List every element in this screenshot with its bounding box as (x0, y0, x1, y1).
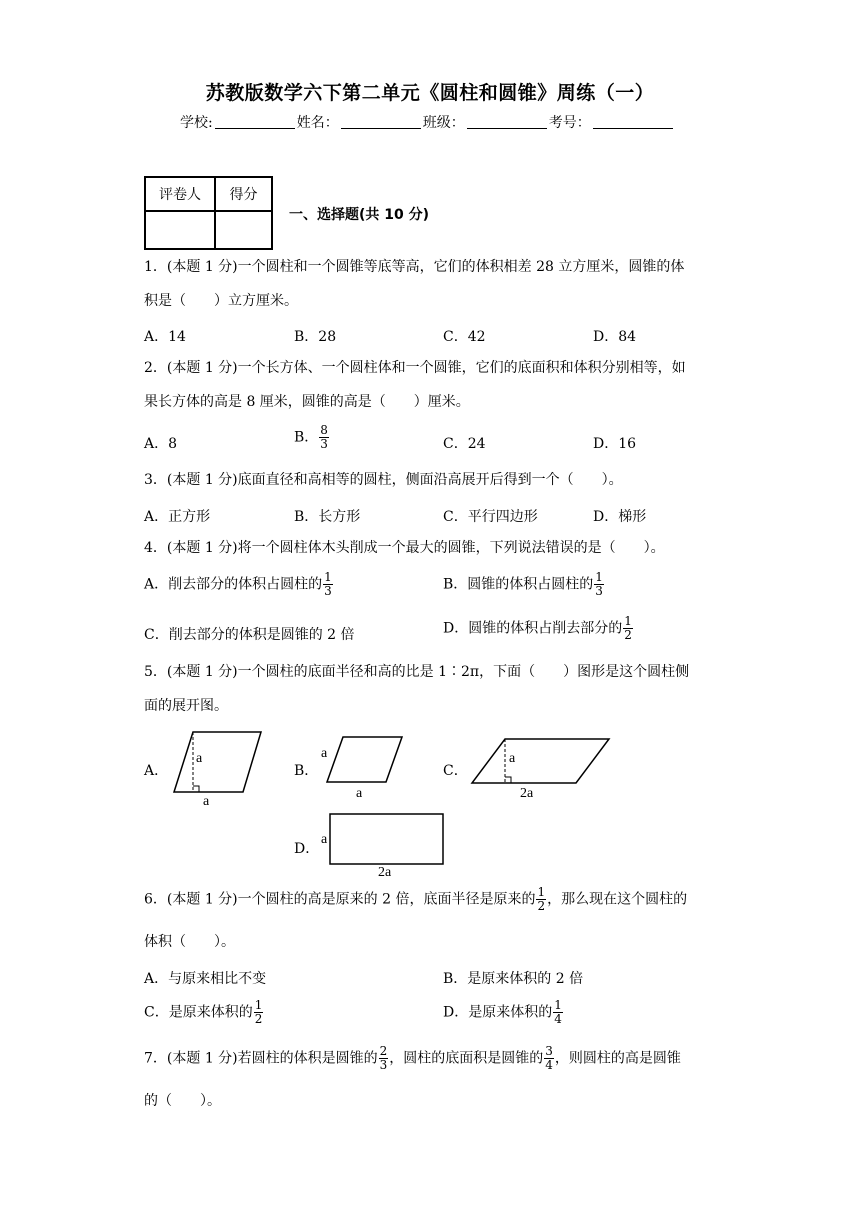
q1-stem-line1: 1．(本题 1 分)一个圆柱和一个圆锥等底等高，它们的体积相差 28 立方厘米，圆锥的体 (144, 259, 685, 275)
q3-stem: 3．(本题 1 分)底面直径和高相等的圆柱，侧面沿高展开后得到一个（ ）。 (144, 472, 623, 488)
exam-no-blank[interactable] (593, 114, 673, 129)
fraction-denominator: 3 (324, 584, 332, 598)
fraction-denominator: 2 (537, 899, 546, 913)
q3-option-d[interactable]: D．梯形 (593, 509, 647, 525)
grader-header: 评卷人 (145, 177, 215, 211)
q7-stem-line2: 的（ ）。 (144, 1093, 221, 1109)
q6-option-d-fraction (553, 999, 563, 1026)
q6-stem-pre: 6．(本题 1 分)一个圆柱的高是原来的 2 倍，底面半径是原来的 (144, 891, 536, 908)
q5-option-a[interactable]: A． (144, 763, 169, 779)
q2-option-a[interactable]: A．8 (144, 436, 178, 452)
q6-option-d-text: D．是原来体积的 (443, 1004, 553, 1021)
section-title: 一、选择题(共 10 分) (289, 207, 430, 223)
q4-option-b-text: B．圆锥的体积占圆柱的 (443, 576, 594, 593)
q7-fraction-1 (379, 1045, 389, 1072)
fraction-numerator: 1 (624, 614, 632, 628)
q4-option-d-fraction (623, 615, 633, 642)
q2-option-b-fraction (319, 424, 329, 451)
q1-option-c[interactable]: C．42 (443, 329, 486, 345)
q7-stem-mid: ，圆柱的底面积是圆锥的 (389, 1050, 544, 1067)
q4-option-b-fraction (594, 571, 604, 598)
q4-stem: 4．(本题 1 分)将一个圆柱体木头削成一个最大的圆锥，下列说法错误的是（ ）。 (144, 540, 665, 556)
q1-option-a[interactable]: A．14 (144, 329, 186, 345)
q6-option-b[interactable]: B．是原来体积的 2 倍 (443, 971, 584, 987)
fraction-numerator: 1 (595, 570, 603, 584)
q2-option-b-prefix: B． (294, 429, 319, 446)
q2-stem-line2: 果长方体的高是 8 厘米，圆锥的高是（ ）厘米。 (144, 394, 470, 410)
class-label: 班级： (422, 115, 465, 131)
q6-option-c-fraction (254, 999, 264, 1026)
class-blank[interactable] (467, 114, 547, 129)
q4-option-c[interactable]: C．削去部分的体积是圆锥的 2 倍 (144, 627, 355, 643)
fraction-numerator: 1 (537, 885, 546, 899)
fig-d-base-label: 2a (378, 865, 392, 880)
q7-stem-line1 (144, 1045, 681, 1072)
q7-fraction-2 (544, 1045, 554, 1072)
q4-option-b[interactable] (443, 571, 605, 598)
exam-no-label: 考号： (548, 115, 591, 131)
fraction-denominator: 2 (624, 628, 632, 642)
fig-c-base-label: 2a (520, 786, 534, 801)
school-blank[interactable] (215, 114, 295, 129)
q6-option-c-text: C．是原来体积的 (144, 1004, 253, 1021)
score-header: 得分 (215, 177, 272, 211)
fraction-numerator: 1 (554, 998, 562, 1012)
q6-stem-line1 (144, 886, 687, 913)
fig-a-base-label: a (203, 794, 210, 809)
q2-option-d[interactable]: D．16 (593, 436, 637, 452)
q6-stem-post: ，那么现在这个圆柱的 (547, 891, 688, 908)
q5-option-c[interactable]: C． (443, 763, 468, 779)
q2-option-c[interactable]: C．24 (443, 436, 486, 452)
q3-option-b[interactable]: B．长方形 (294, 509, 361, 525)
fraction-denominator: 2 (254, 1012, 263, 1026)
q5-figure-a-parallelogram (168, 726, 268, 810)
school-label: 学校: (180, 115, 213, 131)
q3-option-c[interactable]: C．平行四边形 (443, 509, 538, 525)
q1-option-b[interactable]: B．28 (294, 329, 337, 345)
fraction-numerator: 8 (320, 423, 328, 437)
fraction-numerator: 1 (254, 998, 263, 1012)
q5-stem-line1: 5．(本题 1 分)一个圆柱的底面半径和高的比是 1∶2π，下面（ ）图形是这个圆柱侧 (144, 664, 690, 680)
q6-stem-line2: 体积（ ）。 (144, 934, 235, 950)
score-cell[interactable] (215, 211, 272, 249)
fraction-denominator: 4 (554, 1012, 562, 1026)
q5-figure-c-parallelogram (466, 732, 616, 802)
fig-b-side-label: a (321, 746, 328, 761)
q6-option-d[interactable] (443, 999, 564, 1026)
q5-figure-b-rhombus (316, 730, 406, 802)
fraction-numerator: 2 (379, 1044, 388, 1058)
student-info-line (180, 112, 675, 132)
q1-option-d[interactable]: D．84 (593, 329, 637, 345)
q4-option-a[interactable] (144, 571, 334, 598)
fraction-denominator: 3 (595, 584, 603, 598)
q6-option-a[interactable]: A．与原来相比不变 (144, 971, 267, 987)
name-blank[interactable] (341, 114, 421, 129)
fraction-numerator: 3 (545, 1044, 553, 1058)
fraction-denominator: 3 (379, 1058, 388, 1072)
fig-c-height-label: a (509, 751, 516, 766)
fraction-denominator: 4 (545, 1058, 553, 1072)
q4-option-d[interactable] (443, 615, 634, 642)
q4-option-a-fraction (323, 571, 333, 598)
q6-option-c[interactable] (144, 999, 264, 1026)
q7-stem-pre: 7．(本题 1 分)若圆柱的体积是圆锥的 (144, 1050, 378, 1067)
q3-option-a[interactable]: A．正方形 (144, 509, 211, 525)
grader-cell[interactable] (145, 211, 215, 249)
q6-stem-fraction (536, 886, 546, 913)
fig-b-base-label: a (356, 786, 363, 801)
q2-stem-line1: 2．(本题 1 分)一个长方体、一个圆柱体和一个圆锥，它们的底面积和体积分别相等，如 (144, 360, 686, 376)
q5-option-b[interactable]: B． (294, 763, 319, 779)
q5-figure-d-rectangle (318, 810, 448, 880)
fig-a-height-label: a (196, 751, 203, 766)
fraction-numerator: 1 (324, 570, 332, 584)
name-label: 姓名： (296, 115, 339, 131)
page-title: 苏教版数学六下第二单元《圆柱和圆锥》周练（一） (205, 82, 655, 104)
q1-stem-line2: 积是（ ）立方厘米。 (144, 293, 298, 309)
q4-option-d-text: D．圆锥的体积占削去部分的 (443, 620, 623, 637)
q5-option-d[interactable]: D． (294, 841, 320, 857)
q5-stem-line2: 面的展开图。 (144, 698, 228, 714)
fraction-denominator: 3 (320, 437, 328, 451)
fig-d-height-label: a (321, 832, 328, 847)
q7-stem-post: ，则圆柱的高是圆锥 (554, 1050, 681, 1067)
q2-option-b[interactable] (294, 424, 330, 451)
q4-option-a-text: A．削去部分的体积占圆柱的 (144, 576, 323, 593)
score-table (144, 176, 273, 250)
